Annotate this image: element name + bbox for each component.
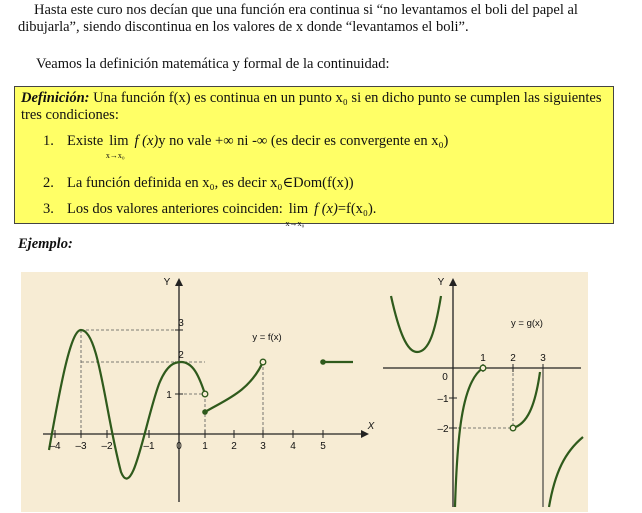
limit-subscript: x→x₀	[105, 151, 125, 160]
x-tick-label: –1	[143, 441, 155, 452]
condition-3	[43, 201, 377, 228]
limit-expression-1	[105, 133, 131, 160]
limit-function: f (x)	[134, 133, 159, 149]
x-tick-label: –2	[101, 441, 113, 452]
limit-word: lim	[109, 133, 129, 149]
condition-2-text: La función definida en x₀, es decir x₀∈Dom(f(x))	[67, 175, 354, 191]
condition-3-text-a: Los dos valores anteriores coinciden:	[67, 201, 287, 217]
figure-background	[21, 272, 588, 512]
example-graphs-figure	[21, 272, 588, 512]
limit-word: lim	[288, 201, 309, 217]
y-tick-label: 1	[166, 390, 172, 401]
x-tick-label: 5	[320, 441, 326, 452]
x-tick-label: 3	[540, 353, 546, 364]
open-point-marker	[510, 425, 516, 431]
closed-point-marker	[202, 409, 208, 415]
y-tick-label: 0	[442, 372, 448, 383]
x-tick-label: 1	[480, 353, 486, 364]
y-tick-label: –2	[437, 424, 449, 435]
limit-subscript: x→x₀	[285, 219, 305, 228]
function-label-g: y = g(x)	[511, 318, 543, 329]
x-tick-label: 2	[231, 441, 237, 452]
definition-statement	[21, 90, 607, 124]
intro-lead-in: Veamos la definición matemática y formal de la continuidad:	[36, 56, 390, 72]
y-tick-label: 2	[178, 350, 184, 361]
y-axis-label: Y	[437, 277, 445, 288]
condition-1-number: 1.	[43, 133, 54, 149]
limit-function: f (x)	[314, 201, 338, 217]
condition-1-text-b: y no vale +∞ ni -∞ (es decir es convergente en x₀)	[158, 133, 449, 149]
condition-1	[43, 133, 449, 160]
y-tick-label: –1	[437, 394, 449, 405]
x-tick-label: 3	[260, 441, 266, 452]
x-axis-label: X	[367, 421, 375, 432]
function-label-f: y = f(x)	[252, 332, 282, 343]
x-tick-label: 0	[176, 441, 182, 452]
x-tick-label: –4	[49, 441, 61, 452]
open-point-marker	[480, 365, 486, 371]
condition-2-number: 2.	[43, 175, 54, 191]
example-label: Ejemplo:	[18, 236, 73, 252]
open-point-marker	[260, 359, 266, 365]
x-tick-label: 4	[290, 441, 296, 452]
y-tick-label: 3	[178, 318, 184, 329]
condition-3-number: 3.	[43, 201, 54, 217]
condition-3-text-b: =f(x₀).	[337, 201, 377, 217]
limit-expression-3	[285, 201, 310, 228]
x-tick-label: 1	[202, 441, 208, 452]
open-point-marker	[202, 391, 208, 397]
intro-paragraph: Hasta este curo nos decían que una función era continua si “no levantamos el boli del papel al dibujarla”, siendo discontinua en los valores de x donde “levantamos el boli”.	[18, 2, 578, 35]
condition-1-text-a: Existe	[67, 133, 107, 149]
closed-point-marker	[320, 359, 326, 365]
definition-text: Una función f(x) es continua en un punto x₀ si en dicho punto se cumplen las siguientes tres condiciones:	[21, 90, 602, 123]
definition-term: Definición:	[21, 90, 90, 106]
x-tick-label: 2	[510, 353, 516, 364]
condition-2	[43, 175, 354, 192]
y-axis-label: Y	[163, 277, 171, 288]
x-tick-label: –3	[75, 441, 87, 452]
definition-box	[14, 86, 614, 228]
